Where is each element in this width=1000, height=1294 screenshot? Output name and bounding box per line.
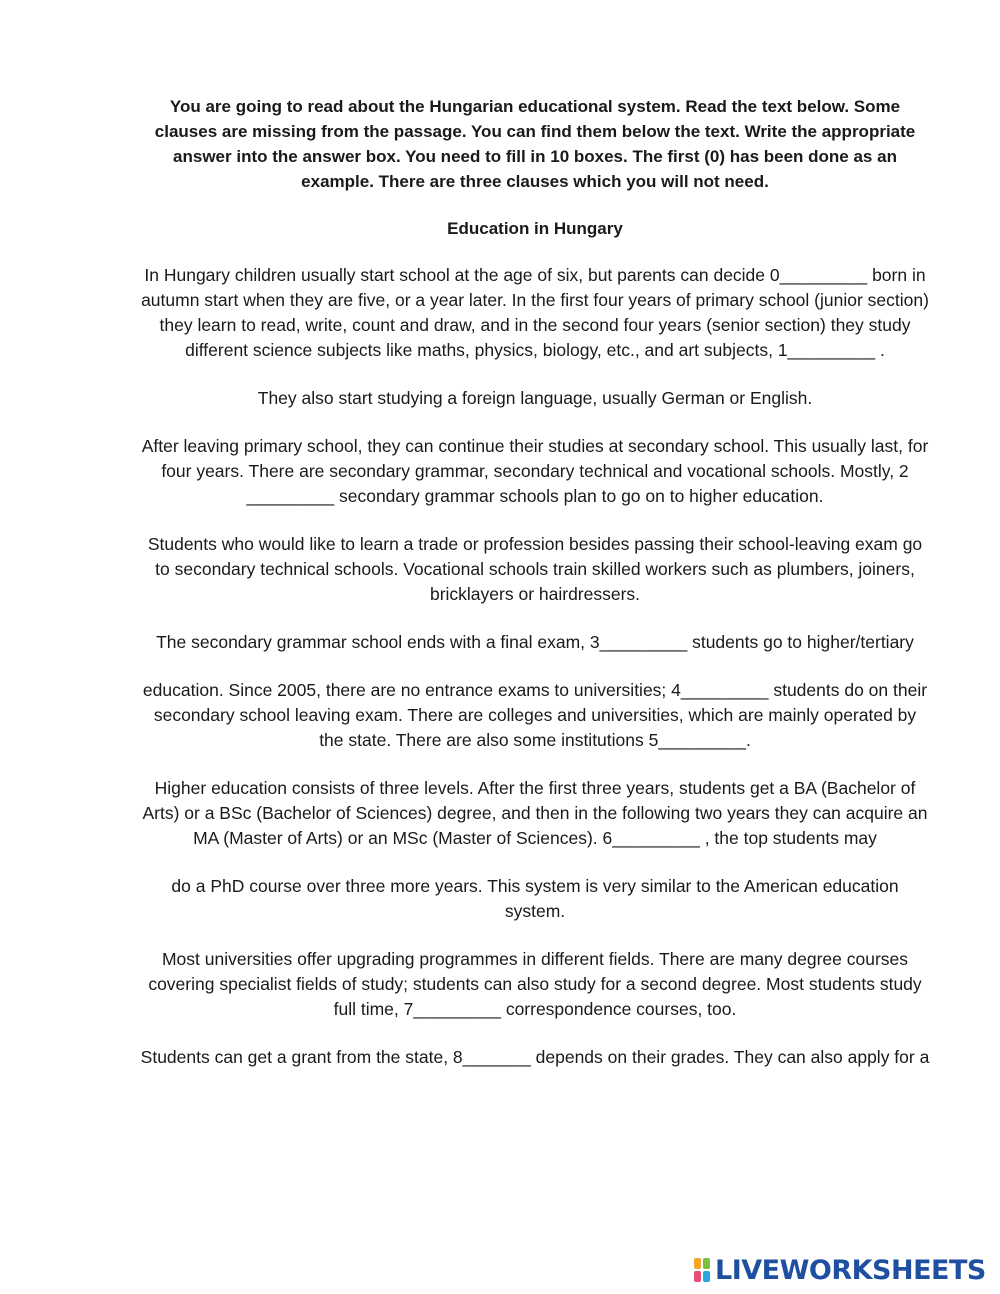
worksheet-page bbox=[140, 94, 930, 1093]
paragraph-1: They also start studying a foreign language, usually German or English. bbox=[257, 388, 813, 408]
liveworksheets-logo[interactable] bbox=[693, 1255, 986, 1285]
paragraph-4: The secondary grammar school ends with a final exam, 3_________ students go to higher/tertiary bbox=[156, 632, 914, 652]
logo-square-pink bbox=[694, 1271, 701, 1282]
paragraph-2: After leaving primary school, they can continue their studies at secondary school. This usually last, for four years. There are secondary grammar, secondary technical and vocational schools. Mostly, 2 _________ secondary grammar schools plan to go on to higher education. bbox=[141, 436, 929, 506]
logo-square-blue bbox=[703, 1271, 710, 1282]
logo-square-orange bbox=[694, 1258, 701, 1269]
paragraph-8: Most universities offer upgrading programmes in different fields. There are many degree courses covering specialist fields of study; students can also study for a second degree. Most students study full time, 7_________ correspondence courses, too. bbox=[148, 949, 922, 1019]
paragraph-9: Students can get a grant from the state, 8_______ depends on their grades. They can also apply for a bbox=[140, 1047, 930, 1067]
logo-square-green bbox=[703, 1258, 710, 1269]
paragraph-5: education. Since 2005, there are no entrance exams to universities; 4_________ students do on their secondary school leaving exam. There are colleges and universities, which are mainly operated by the state. There are also some institutions 5_________. bbox=[142, 680, 928, 750]
instructions-text: You are going to read about the Hungarian educational system. Read the text below. Some clauses are missing from the passage. You can find them below the text. Write the appropriate answer into the answer box. You need to fill in 10 boxes. The first (0) has been done as an example. There are three clauses which you will not need. bbox=[154, 97, 916, 191]
paragraph-0: In Hungary children usually start school at the age of six, but parents can decide 0_________ born in autumn start when they are five, or a year later. In the first four years of primary school (junior section) they learn to read, write, count and draw, and in the second four years (senior section) they study different science subjects like maths, physics, biology, etc., and art subjects, 1_________ . bbox=[141, 265, 929, 360]
liveworksheets-logo-icon bbox=[693, 1257, 711, 1283]
paragraph-6: Higher education consists of three levels. After the first three years, students get a BA (Bachelor of Arts) or a BSc (Bachelor of Sciences) degree, and then in the following two years they can acquire an MA (Master of Arts) or an MSc (Master of Sciences). 6_________ , the top students may bbox=[142, 778, 928, 848]
paragraph-7: do a PhD course over three more years. This system is very similar to the American education system. bbox=[171, 876, 899, 921]
paragraph-3: Students who would like to learn a trade or profession besides passing their school-leaving exam go to secondary technical schools. Vocational schools train skilled workers such as plumbers, joiners, bricklayers or hairdressers. bbox=[147, 534, 923, 604]
passage-title: Education in Hungary bbox=[447, 219, 623, 238]
logo-text: LIVEWORKSHEETS bbox=[715, 1254, 986, 1286]
